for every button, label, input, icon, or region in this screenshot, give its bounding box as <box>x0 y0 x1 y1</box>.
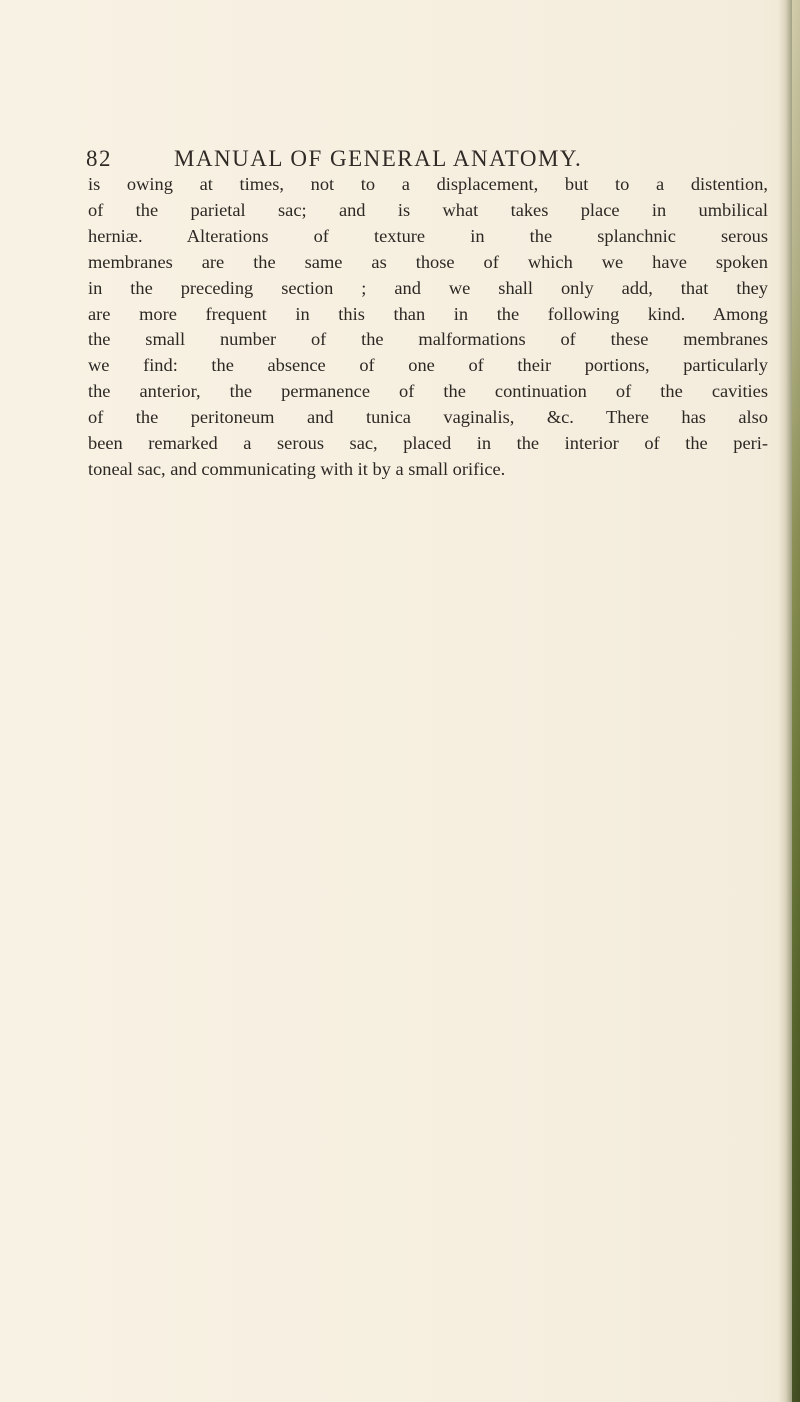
page-edge-strip <box>792 0 800 1402</box>
text-line: herniæ. Alterations of texture in the splanchnic serous <box>88 225 768 246</box>
text-line: the anterior, the permanence of the continuation of the cavities <box>88 381 768 402</box>
text-line: of the parietal sac; and is what takes place in umbilical <box>88 199 768 220</box>
running-title: MANUAL OF GENERAL ANATOMY. <box>174 146 583 171</box>
text-line: membranes are the same as those of which we have spoken <box>88 251 768 272</box>
text-line: toneal sac, and communicating with it by a small orifice. <box>88 458 506 479</box>
text-line: the small number of the malformations of these membranes <box>88 329 768 350</box>
page-number: 82 <box>86 146 112 171</box>
text-line: been remarked a serous sac, placed in the interior of the peri- <box>88 433 768 454</box>
text-line: we find: the absence of one of their portions, particularly <box>88 355 768 376</box>
text-line: in the preceding section ; and we shall only add, that they <box>88 277 768 298</box>
body-paragraph <box>88 172 768 483</box>
text-line: are more frequent in this than in the following kind. Among <box>88 303 768 324</box>
text-line: is owing at times, not to a displacement, but to a distention, <box>88 174 768 194</box>
text-line: of the peritoneum and tunica vaginalis, &c. There has also <box>88 407 768 428</box>
